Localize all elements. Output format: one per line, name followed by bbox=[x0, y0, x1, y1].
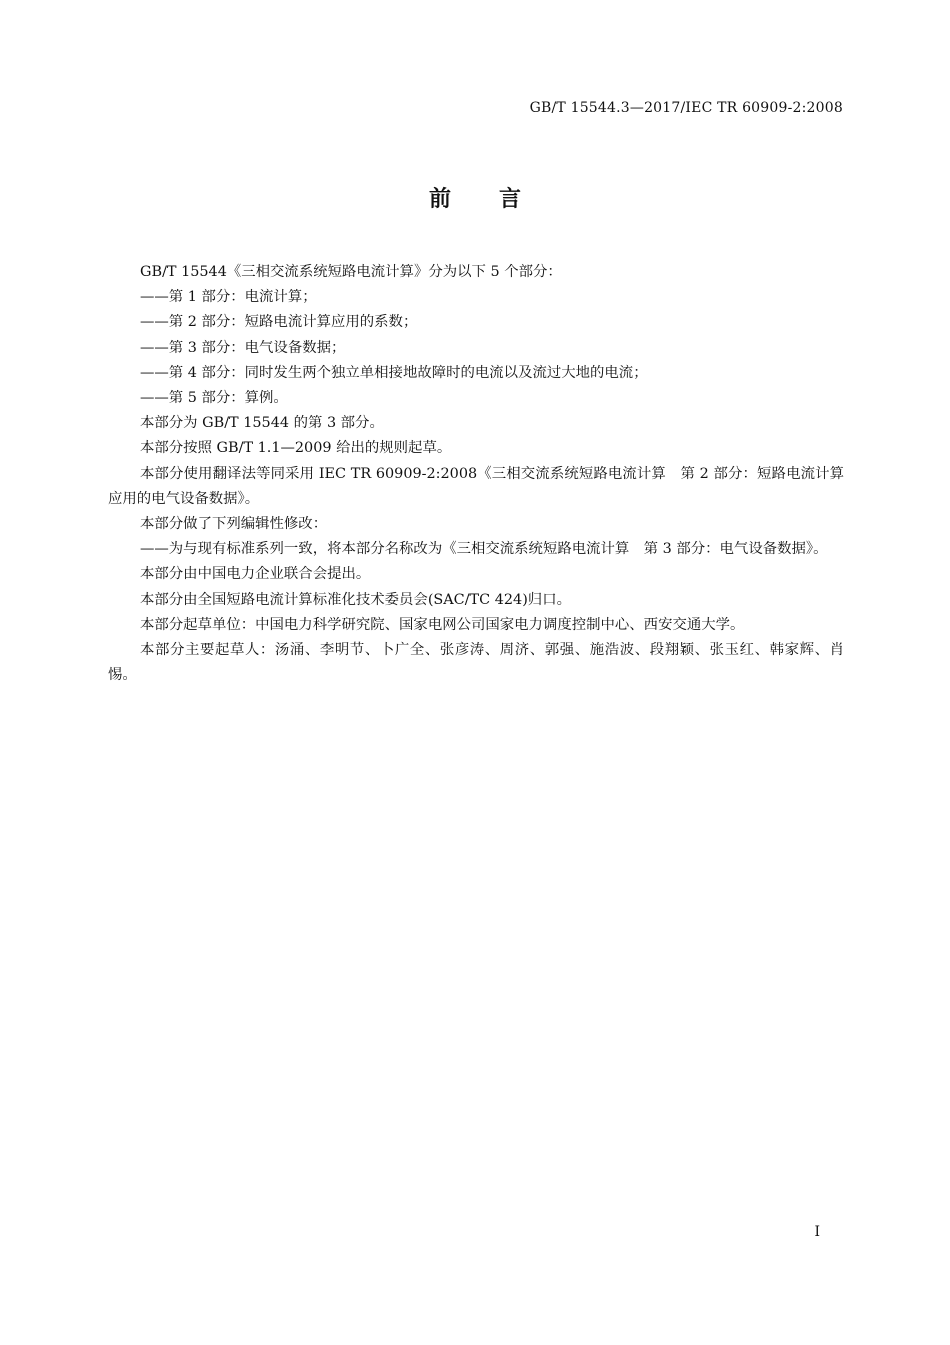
list-item: ——第 4 部分：同时发生两个独立单相接地故障时的电流以及流过大地的电流； bbox=[140, 364, 648, 381]
paragraph: 本部分做了下列编辑性修改： bbox=[140, 516, 328, 533]
list-item: ——第 1 部分：电流计算； bbox=[140, 289, 317, 306]
page-number: I bbox=[814, 1224, 820, 1240]
paragraph: 本部分使用翻译法等同采用 IEC TR 60909-2:2008《三相交流系统短路电流计算 第 2 部分：短路电流计算应用的电气设备数据》。 bbox=[108, 465, 844, 507]
paragraph: 本部分主要起草人：汤涌、李明节、卜广全、张彦涛、周济、郭强、施浩波、段翔颖、张玉红、韩家辉、肖惕。 bbox=[108, 642, 844, 684]
list-item: ——第 2 部分：短路电流计算应用的系数； bbox=[140, 314, 418, 331]
paragraph: 本部分为 GB/T 15544 的第 3 部分。 bbox=[140, 415, 384, 432]
intro-paragraph: GB/T 15544《三相交流系统短路电流计算》分为以下 5 个部分： bbox=[140, 264, 562, 280]
document-body bbox=[108, 260, 844, 688]
paragraph: 本部分按照 GB/T 1.1—2009 给出的规则起草。 bbox=[140, 440, 452, 457]
list-item: ——为与现有标准系列一致，将本部分名称改为《三相交流系统短路电流计算 第 3 部分：电气设备数据》。 bbox=[140, 541, 828, 558]
paragraph: 本部分起草单位：中国电力科学研究院、国家电网公司国家电力调度控制中心、西安交通大学。 bbox=[140, 616, 745, 633]
list-item: ——第 5 部分：算例。 bbox=[140, 390, 288, 407]
list-item: ——第 3 部分：电气设备数据； bbox=[140, 339, 346, 356]
standard-code-header: GB/T 15544.3—2017/IEC TR 60909-2:2008 bbox=[529, 100, 843, 116]
paragraph: 本部分由全国短路电流计算标准化技术委员会(SAC/TC 424)归口。 bbox=[140, 591, 571, 608]
page-title: 前言 bbox=[428, 187, 569, 212]
paragraph: 本部分由中国电力企业联合会提出。 bbox=[140, 566, 371, 583]
